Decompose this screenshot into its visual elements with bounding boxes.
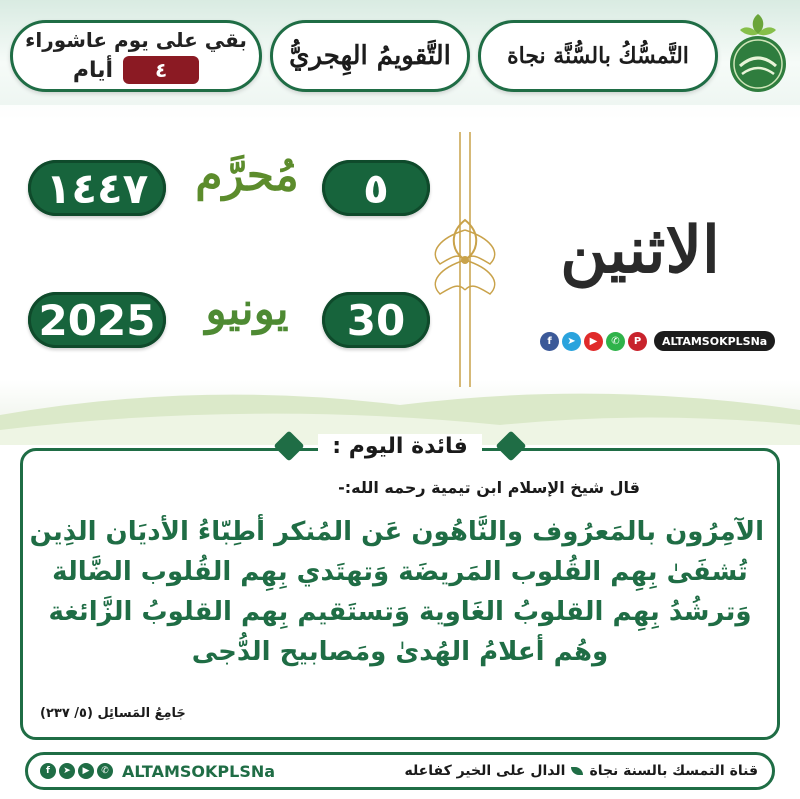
footer-social — [40, 762, 275, 781]
telegram-icon[interactable]: ➤ — [562, 332, 581, 351]
quote-line: وَترشُدُ بِهِم القلوبُ الغَاوية وَتستَقيم بِهم القلوبُ الزَّائغة — [48, 597, 752, 627]
channel-logo — [722, 10, 792, 96]
social-links — [540, 330, 775, 352]
facebook-icon[interactable]: f — [540, 332, 559, 351]
footer-motto: الدال على الخير كفاعله — [404, 763, 566, 779]
facebook-icon[interactable]: f — [40, 763, 56, 779]
ornament-divider — [420, 132, 510, 387]
quote-line: تُشفَىٰ بِهِم القُلوب المَريضَة وَتهتَدي بِهِم القُلوب الضَّالة — [52, 557, 748, 587]
hijri-month: مُحرَّم — [195, 150, 299, 201]
quote-line: وهُم أعلامُ الهُدىٰ ومَصابيح الدُّجى — [191, 637, 609, 667]
footer-bar — [25, 752, 775, 790]
gregorian-month: يونيو — [205, 284, 289, 335]
calendar-title: التَّقويمُ الهِجريُّ — [289, 41, 451, 71]
telegram-icon[interactable]: ➤ — [59, 763, 75, 779]
gregorian-day-badge: 30 — [322, 292, 430, 348]
slogan-text: التَّمسُّكُ بالسُّنَّة نجاة — [507, 43, 689, 69]
countdown-days-badge: ٤ — [123, 56, 199, 84]
whatsapp-icon[interactable]: ✆ — [97, 763, 113, 779]
benefit-title-row — [250, 425, 550, 467]
footer-channel: قناة التمسك بالسنة نجاة — [589, 763, 758, 779]
footer-handle[interactable]: ALTAMSOKPLSNa — [122, 761, 276, 781]
slogan-pill — [478, 20, 718, 92]
diamond-ornament-right — [495, 430, 526, 461]
youtube-icon[interactable]: ▶ — [584, 332, 603, 351]
youtube-icon[interactable]: ▶ — [78, 763, 94, 779]
hijri-year-badge: ١٤٤٧ — [28, 160, 166, 216]
gregorian-year-badge: 2025 — [28, 292, 166, 348]
whatsapp-icon[interactable]: ✆ — [606, 332, 625, 351]
hijri-day-badge: ٥ — [322, 160, 430, 216]
weekday-name: الاثنين — [560, 212, 720, 288]
diamond-ornament-left — [274, 430, 305, 461]
pinterest-icon[interactable]: P — [628, 332, 647, 351]
countdown-label: بقي على يوم عاشوراء — [25, 28, 247, 52]
quote-text — [29, 512, 764, 672]
benefit-title: فائدة اليوم : — [318, 434, 481, 459]
countdown-unit: أيام — [72, 57, 114, 83]
ashura-countdown — [10, 20, 262, 92]
quote-source: جَامِعُ المَسائِل (٥/ ٢٣٧) — [40, 706, 186, 721]
leaf-icon — [571, 767, 583, 775]
quote-attribution: قال شيخ الإسلام ابن تيمية رحمه الله:- — [338, 478, 640, 497]
social-handle[interactable]: ALTAMSOKPLSNa — [654, 331, 775, 351]
quote-line: الآمِرُون بالمَعرُوف والنَّاهُون عَن المُنكر أطِبّاءُ الأديَان الذِين — [29, 517, 764, 547]
countdown-value-row — [73, 56, 199, 84]
footer-text — [404, 763, 758, 779]
calendar-title-pill — [270, 20, 470, 92]
